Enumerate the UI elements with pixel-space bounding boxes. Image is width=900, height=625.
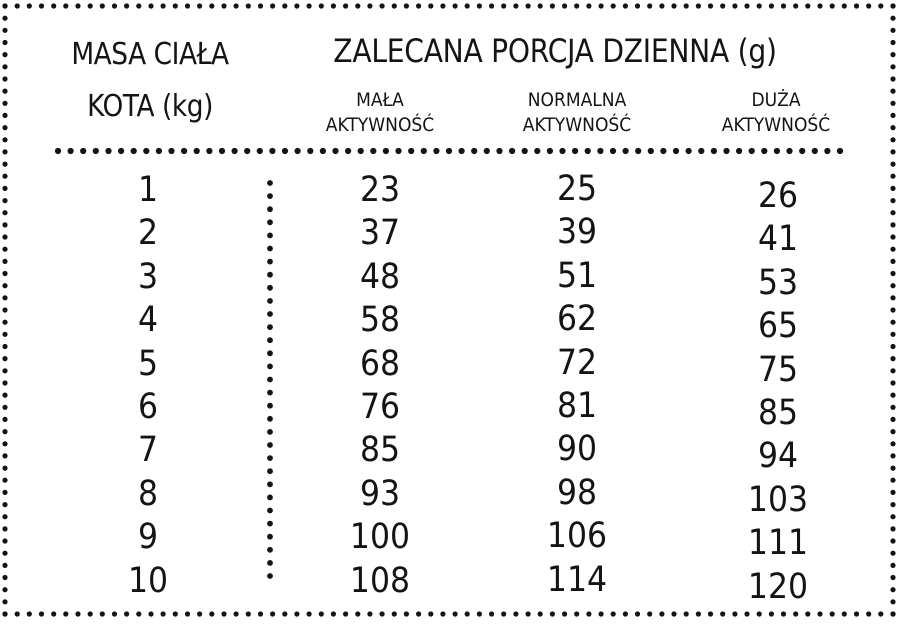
portion-cell: 81 — [556, 386, 598, 426]
portion-cell: 114 — [546, 559, 608, 600]
border-right — [890, 3, 895, 616]
portion-cell: 37 — [359, 213, 401, 254]
column-separator — [267, 180, 273, 579]
portion-cell: 90 — [556, 429, 598, 470]
portion-cell: 108 — [349, 560, 411, 601]
portion-cell: 65 — [757, 306, 799, 347]
portion-cell: 85 — [359, 430, 401, 471]
portion-cell: 25 — [556, 169, 598, 209]
weight-cell: 2 — [137, 213, 159, 254]
portion-cell: 76 — [359, 387, 401, 427]
weight-cell: 5 — [137, 343, 159, 384]
weight-cell: 10 — [127, 560, 169, 601]
portion-cell: 103 — [747, 479, 809, 520]
portion-cell: 26 — [757, 176, 799, 216]
portion-cell: 23 — [359, 170, 401, 210]
weight-header-line-2: KOTA (kg) — [87, 89, 213, 124]
border-bottom — [2, 611, 895, 616]
portion-cell: 51 — [556, 255, 598, 296]
header-separator — [55, 148, 843, 154]
portion-cell: 68 — [359, 343, 401, 384]
weight-cell: 9 — [137, 517, 159, 558]
weight-header-line-1: MASA CIAŁA — [71, 37, 229, 72]
column-header-low-activity-line-1: MAŁA — [356, 89, 404, 111]
portion-cell: 75 — [757, 349, 799, 390]
portion-cell: 39 — [556, 212, 598, 253]
weight-cell: 7 — [137, 430, 159, 471]
weight-cell: 1 — [137, 170, 159, 210]
column-header-high-activity-line-1: DUŻA — [751, 89, 801, 111]
portion-cell: 72 — [556, 342, 598, 383]
portion-cell: 48 — [359, 256, 401, 297]
portion-cell: 100 — [349, 517, 411, 558]
portion-cell: 94 — [757, 436, 799, 477]
portion-cell: 106 — [546, 516, 608, 557]
column-header-high-activity-line-2: AKTYWNOŚĆ — [721, 114, 831, 136]
portion-cell: 98 — [556, 472, 598, 513]
portion-cell: 41 — [757, 219, 799, 260]
border-left — [2, 3, 7, 616]
weight-cell: 6 — [137, 387, 159, 427]
portion-cell: 85 — [757, 393, 799, 433]
portion-cell: 62 — [556, 299, 598, 340]
weight-cell: 8 — [137, 473, 159, 514]
column-header-normal-activity-line-1: NORMALNA — [527, 89, 627, 111]
table-title: ZALECANA PORCJA DZIENNA (g) — [333, 32, 777, 70]
portion-cell: 58 — [359, 300, 401, 341]
column-header-low-activity-line-2: AKTYWNOŚĆ — [325, 114, 435, 136]
portion-cell: 93 — [359, 473, 401, 514]
portion-cell: 120 — [747, 566, 809, 607]
weight-cell: 4 — [137, 300, 159, 341]
weight-cell: 3 — [137, 256, 159, 297]
column-header-normal-activity-line-2: AKTYWNOŚĆ — [522, 114, 632, 136]
portion-cell: 53 — [757, 262, 799, 303]
portion-cell: 111 — [747, 523, 809, 564]
border-top — [2, 3, 895, 8]
